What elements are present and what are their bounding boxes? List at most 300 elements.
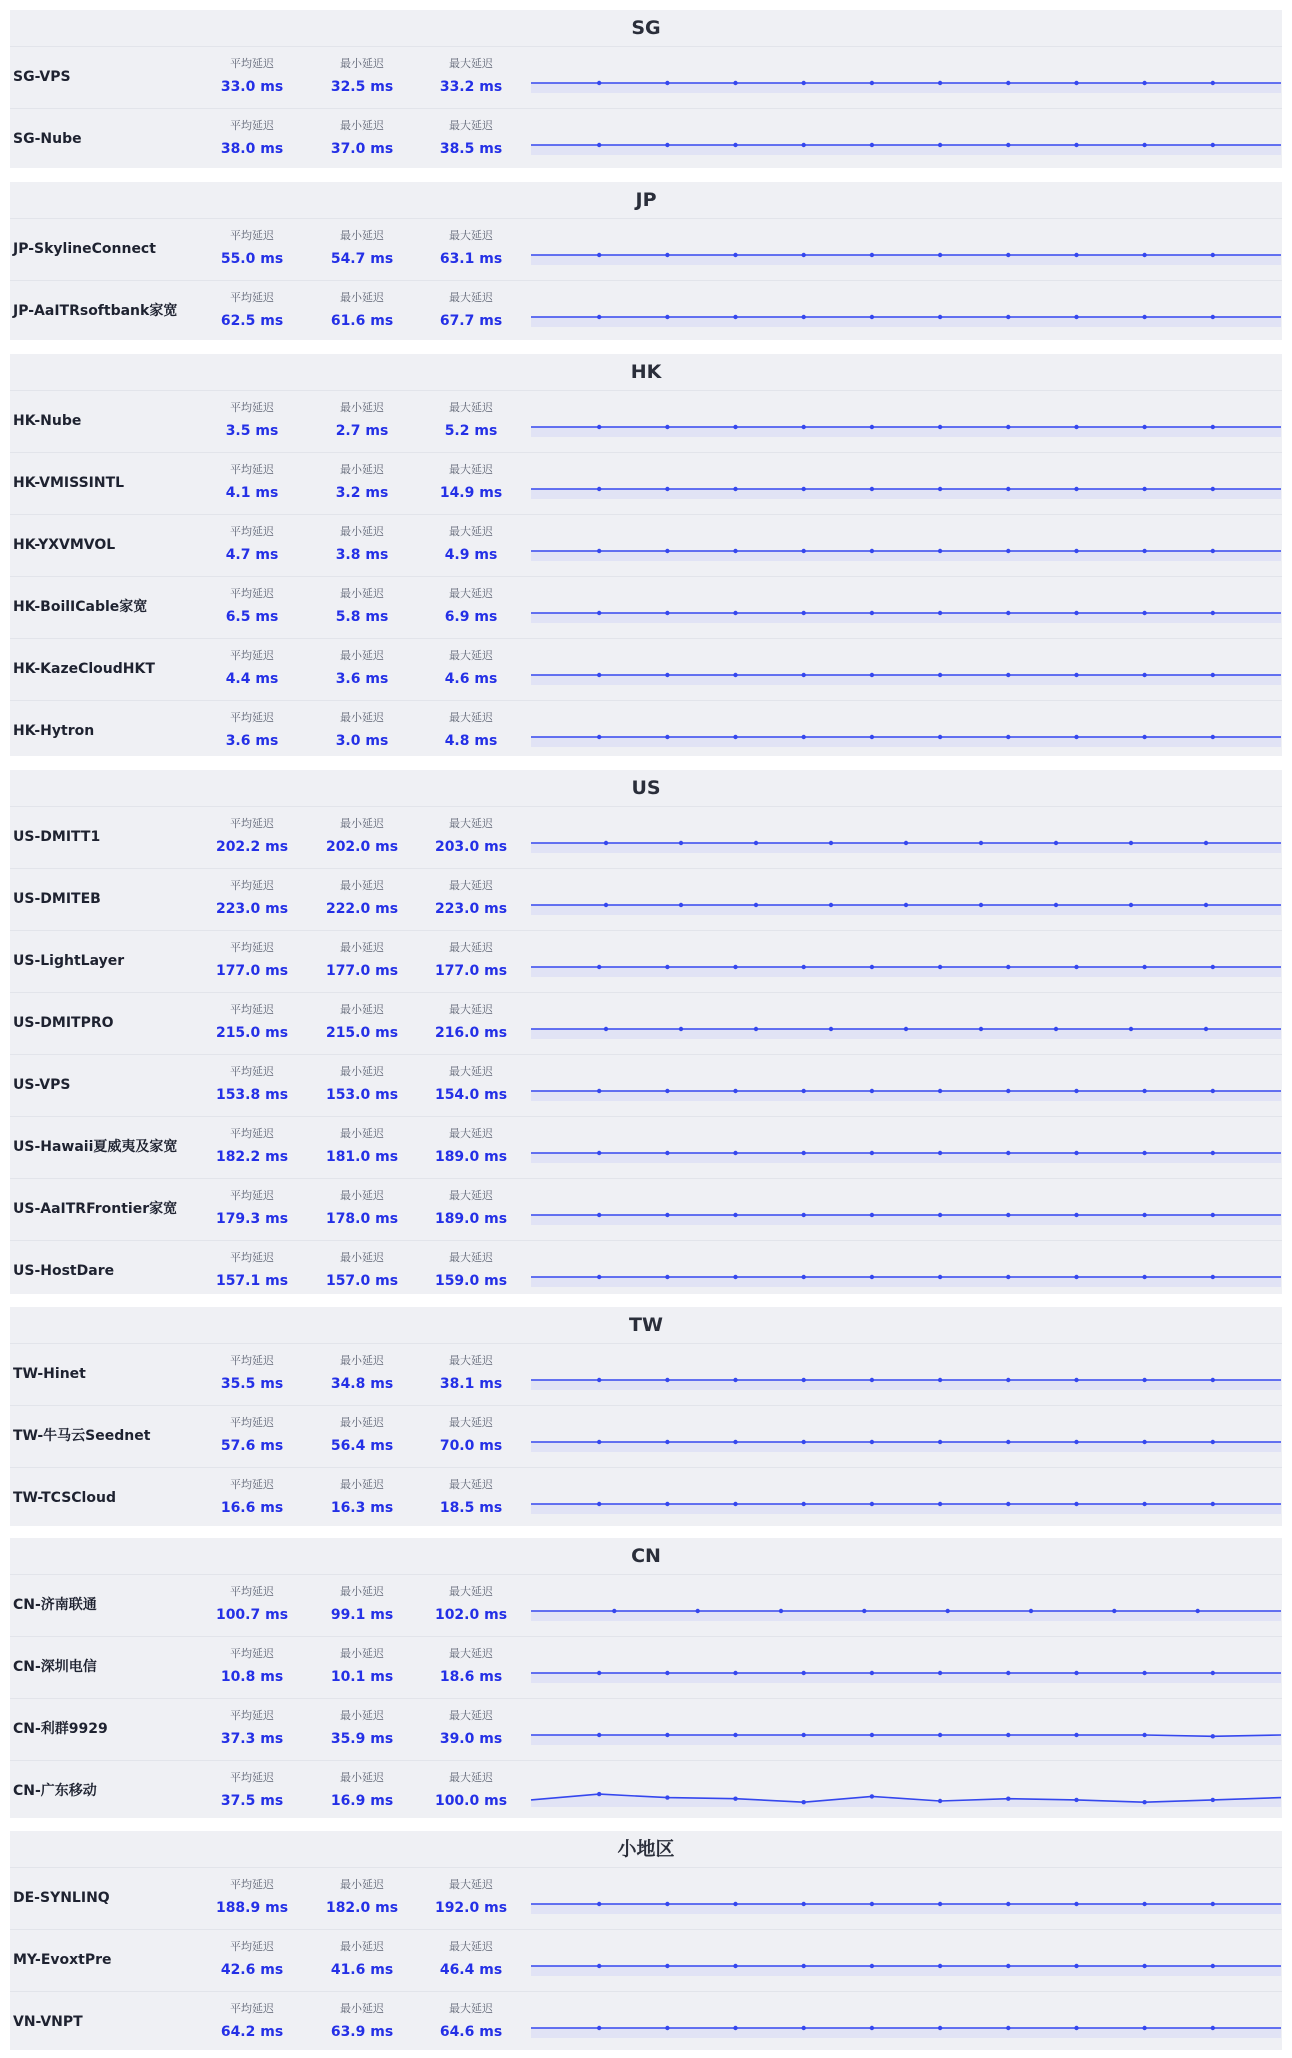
avg-latency-label: 平均延迟: [230, 525, 274, 538]
node-row[interactable]: [10, 577, 1282, 639]
sparkline-area: [531, 83, 1281, 93]
latency-sparkline[interactable]: [531, 57, 1281, 103]
latency-sparkline[interactable]: [531, 1771, 1281, 1817]
sparkline-point: [612, 1609, 616, 1613]
sparkline-point: [870, 143, 874, 147]
max-latency-label: 最大延迟: [449, 941, 493, 954]
sparkline-point: [938, 1213, 942, 1217]
sparkline-point: [1074, 1798, 1078, 1802]
node-row[interactable]: [10, 109, 1282, 170]
sparkline-point: [733, 143, 737, 147]
node-row[interactable]: [10, 1637, 1282, 1699]
min-latency-value: 181.0 ms: [325, 1149, 399, 1165]
node-row[interactable]: [10, 931, 1282, 993]
sparkline-point: [802, 1800, 806, 1804]
latency-sparkline[interactable]: [531, 1354, 1281, 1400]
avg-latency-label: 平均延迟: [230, 2002, 274, 2015]
max-latency-value: 189.0 ms: [434, 1149, 508, 1165]
sparkline-area: [531, 1904, 1281, 1914]
sparkline-point: [597, 735, 601, 739]
latency-sparkline[interactable]: [531, 1878, 1281, 1924]
sparkline-point: [733, 673, 737, 677]
sparkline-point: [1211, 1502, 1215, 1506]
sparkline-point: [665, 1671, 669, 1675]
sparkline-point: [802, 611, 806, 615]
min-latency-label: 最小延迟: [340, 941, 384, 954]
section-title: 小地区: [10, 1831, 1282, 1868]
min-latency-label: 最小延迟: [340, 1003, 384, 1016]
latency-sparkline[interactable]: [531, 587, 1281, 633]
sparkline-area: [531, 967, 1281, 977]
max-latency-value: 100.0 ms: [434, 1793, 508, 1809]
sparkline-point: [802, 1378, 806, 1382]
sparkline-point: [1196, 1609, 1200, 1613]
sparkline-point: [665, 1151, 669, 1155]
min-latency-label: 最小延迟: [340, 1709, 384, 1722]
node-row[interactable]: [10, 1241, 1282, 1302]
sparkline-point: [1006, 965, 1010, 969]
sparkline-point: [1029, 1609, 1033, 1613]
sparkline-point: [665, 1378, 669, 1382]
sparkline-point: [1006, 1151, 1010, 1155]
max-latency-label: 最大延迟: [449, 1478, 493, 1491]
sparkline-point: [1074, 965, 1078, 969]
sparkline-point: [938, 1733, 942, 1737]
sparkline-area: [531, 255, 1281, 265]
sparkline-point: [1211, 611, 1215, 615]
latency-sparkline[interactable]: [531, 817, 1281, 863]
max-latency-label: 最大延迟: [449, 1771, 493, 1784]
node-name: TW-Hinet: [13, 1366, 86, 1382]
min-latency-value: 41.6 ms: [330, 1962, 394, 1978]
avg-latency-value: 4.7 ms: [225, 547, 279, 563]
sparkline-point: [1074, 1902, 1078, 1906]
min-latency-value: 222.0 ms: [325, 901, 399, 917]
sparkline-point: [1211, 81, 1215, 85]
node-name: US-DMITT1: [13, 829, 101, 845]
avg-latency-value: 62.5 ms: [220, 313, 284, 329]
node-name: MY-EvoxtPre: [13, 1952, 112, 1968]
sparkline-area: [531, 1966, 1281, 1976]
node-row[interactable]: [10, 1992, 1282, 2053]
latency-sparkline[interactable]: [531, 463, 1281, 509]
min-latency-label: 最小延迟: [340, 525, 384, 538]
node-row[interactable]: [10, 1868, 1282, 1930]
section-title: US: [10, 770, 1282, 807]
sparkline-point: [1006, 1440, 1010, 1444]
sparkline-point: [979, 1027, 983, 1031]
sparkline-point: [938, 1275, 942, 1279]
node-row[interactable]: [10, 639, 1282, 701]
sparkline-point: [870, 1902, 874, 1906]
node-row[interactable]: [10, 453, 1282, 515]
sparkline-point: [604, 841, 608, 845]
node-row[interactable]: [10, 1575, 1282, 1637]
avg-latency-value: 100.7 ms: [215, 1607, 289, 1623]
max-latency-label: 最大延迟: [449, 879, 493, 892]
node-row[interactable]: [10, 869, 1282, 931]
min-latency-label: 最小延迟: [340, 649, 384, 662]
sparkline-point: [904, 1027, 908, 1031]
sparkline-point: [1006, 1733, 1010, 1737]
max-latency-label: 最大延迟: [449, 1416, 493, 1429]
avg-latency-label: 平均延迟: [230, 941, 274, 954]
sparkline-point: [938, 2026, 942, 2030]
min-latency-label: 最小延迟: [340, 1585, 384, 1598]
max-latency-label: 最大延迟: [449, 119, 493, 132]
sparkline-point: [665, 1440, 669, 1444]
avg-latency-value: 4.1 ms: [225, 485, 279, 501]
node-row[interactable]: [10, 1117, 1282, 1179]
min-latency-label: 最小延迟: [340, 1354, 384, 1367]
min-latency-label: 最小延迟: [340, 401, 384, 414]
sparkline-point: [938, 1964, 942, 1968]
sparkline-point: [665, 549, 669, 553]
node-name: US-Hawaii夏威夷及家宽: [13, 1139, 178, 1155]
sparkline-point: [1211, 1213, 1215, 1217]
avg-latency-label: 平均延迟: [230, 119, 274, 132]
region-section: [10, 1831, 1282, 2050]
sparkline-point: [1129, 903, 1133, 907]
sparkline-point: [597, 1089, 601, 1093]
min-latency-value: 3.2 ms: [335, 485, 389, 501]
avg-latency-label: 平均延迟: [230, 1416, 274, 1429]
sparkline-point: [597, 611, 601, 615]
sparkline-point: [1074, 315, 1078, 319]
max-latency-label: 最大延迟: [449, 587, 493, 600]
sparkline-area: [531, 1153, 1281, 1163]
latency-sparkline[interactable]: [531, 941, 1281, 987]
sparkline-point: [597, 965, 601, 969]
region-section: [10, 1307, 1282, 1526]
latency-sparkline[interactable]: [531, 879, 1281, 925]
sparkline-point: [597, 1502, 601, 1506]
sparkline-point: [938, 1151, 942, 1155]
node-row[interactable]: [10, 993, 1282, 1055]
sparkline-point: [802, 1151, 806, 1155]
max-latency-value: 46.4 ms: [439, 1962, 503, 1978]
sparkline-point: [597, 1440, 601, 1444]
sparkline-point: [1211, 1671, 1215, 1675]
node-name: US-HostDare: [13, 1263, 115, 1279]
max-latency-label: 最大延迟: [449, 525, 493, 538]
max-latency-value: 177.0 ms: [434, 963, 508, 979]
avg-latency-value: 179.3 ms: [215, 1211, 289, 1227]
min-latency-value: 215.0 ms: [325, 1025, 399, 1041]
sparkline-point: [938, 673, 942, 677]
node-name: HK-Hytron: [13, 723, 95, 739]
section-title: SG: [10, 10, 1282, 47]
node-row[interactable]: [10, 281, 1282, 342]
avg-latency-label: 平均延迟: [230, 1065, 274, 1078]
sparkline-point: [597, 549, 601, 553]
node-row[interactable]: [10, 1179, 1282, 1241]
sparkline-point: [1074, 1378, 1078, 1382]
sparkline-point: [665, 81, 669, 85]
avg-latency-value: 177.0 ms: [215, 963, 289, 979]
sparkline-point: [802, 487, 806, 491]
sparkline-point: [870, 1089, 874, 1093]
avg-latency-value: 37.3 ms: [220, 1731, 284, 1747]
node-row[interactable]: [10, 1406, 1282, 1468]
latency-sparkline[interactable]: [531, 2002, 1281, 2048]
sparkline-area: [531, 2028, 1281, 2038]
sparkline-point: [1074, 1502, 1078, 1506]
sparkline-point: [597, 1792, 601, 1796]
avg-latency-label: 平均延迟: [230, 817, 274, 830]
sparkline-point: [1211, 1734, 1215, 1738]
latency-sparkline[interactable]: [531, 1709, 1281, 1755]
sparkline-point: [665, 143, 669, 147]
latency-sparkline[interactable]: [531, 1251, 1281, 1297]
sparkline-point: [938, 1671, 942, 1675]
node-name: US-DMITEB: [13, 891, 101, 907]
node-name: CN-利群9929: [13, 1721, 108, 1737]
sparkline-point: [870, 253, 874, 257]
sparkline-point: [1006, 143, 1010, 147]
section-title: HK: [10, 354, 1282, 391]
node-name: HK-YXVMVOL: [13, 537, 116, 553]
sparkline-point: [938, 1902, 942, 1906]
sparkline-point: [733, 487, 737, 491]
min-latency-value: 157.0 ms: [325, 1273, 399, 1289]
sparkline-point: [1054, 841, 1058, 845]
sparkline-point: [1074, 1213, 1078, 1217]
region-section: [10, 1538, 1282, 1818]
node-row[interactable]: [10, 1344, 1282, 1406]
sparkline-point: [1211, 1440, 1215, 1444]
sparkline-area: [531, 1091, 1281, 1101]
section-title: CN: [10, 1538, 1282, 1575]
sparkline-point: [779, 1609, 783, 1613]
max-latency-value: 39.0 ms: [439, 1731, 503, 1747]
max-latency-label: 最大延迟: [449, 1709, 493, 1722]
avg-latency-label: 平均延迟: [230, 1709, 274, 1722]
min-latency-label: 最小延迟: [340, 1189, 384, 1202]
avg-latency-label: 平均延迟: [230, 1771, 274, 1784]
latency-sparkline[interactable]: [531, 1585, 1281, 1631]
region-section: [10, 354, 1282, 756]
sparkline-point: [938, 1502, 942, 1506]
node-name: SG-VPS: [13, 69, 71, 85]
avg-latency-label: 平均延迟: [230, 401, 274, 414]
latency-sparkline[interactable]: [531, 1416, 1281, 1462]
sparkline-point: [938, 425, 942, 429]
sparkline-point: [1142, 253, 1146, 257]
avg-latency-value: 35.5 ms: [220, 1376, 284, 1392]
min-latency-value: 35.9 ms: [330, 1731, 394, 1747]
node-row[interactable]: [10, 219, 1282, 281]
min-latency-value: 37.0 ms: [330, 141, 394, 157]
sparkline-point: [1211, 2026, 1215, 2030]
max-latency-value: 223.0 ms: [434, 901, 508, 917]
avg-latency-value: 10.8 ms: [220, 1669, 284, 1685]
latency-sparkline[interactable]: [531, 291, 1281, 337]
node-row[interactable]: [10, 701, 1282, 762]
sparkline-point: [802, 253, 806, 257]
latency-sparkline[interactable]: [531, 1940, 1281, 1986]
sparkline-point: [679, 1027, 683, 1031]
sparkline-point: [1142, 425, 1146, 429]
min-latency-label: 最小延迟: [340, 1127, 384, 1140]
sparkline-point: [597, 425, 601, 429]
sparkline-point: [1006, 2026, 1010, 2030]
latency-sparkline[interactable]: [531, 649, 1281, 695]
sparkline-point: [1006, 1502, 1010, 1506]
min-latency-value: 61.6 ms: [330, 313, 394, 329]
sparkline-point: [665, 487, 669, 491]
sparkline-point: [870, 1733, 874, 1737]
sparkline-point: [754, 903, 758, 907]
sparkline-point: [904, 841, 908, 845]
sparkline-point: [870, 1502, 874, 1506]
sparkline-point: [1006, 1213, 1010, 1217]
max-latency-value: 189.0 ms: [434, 1211, 508, 1227]
min-latency-value: 10.1 ms: [330, 1669, 394, 1685]
min-latency-value: 16.9 ms: [330, 1793, 394, 1809]
sparkline-point: [1142, 1733, 1146, 1737]
sparkline-area: [531, 1504, 1281, 1514]
sparkline-point: [870, 315, 874, 319]
sparkline-point: [802, 1964, 806, 1968]
sparkline-point: [1204, 841, 1208, 845]
avg-latency-label: 平均延迟: [230, 1478, 274, 1491]
avg-latency-value: 64.2 ms: [220, 2024, 284, 2040]
min-latency-label: 最小延迟: [340, 1478, 384, 1491]
min-latency-value: 202.0 ms: [325, 839, 399, 855]
node-name: TW-牛马云Seednet: [13, 1428, 151, 1444]
latency-sparkline[interactable]: [531, 229, 1281, 275]
sparkline-point: [597, 673, 601, 677]
node-name: CN-广东移动: [13, 1783, 97, 1799]
latency-sparkline[interactable]: [531, 1003, 1281, 1049]
sparkline-point: [1074, 673, 1078, 677]
latency-sparkline[interactable]: [531, 1189, 1281, 1235]
sparkline-point: [1006, 487, 1010, 491]
sparkline-area: [531, 1215, 1281, 1225]
max-latency-value: 5.2 ms: [444, 423, 498, 439]
latency-sparkline[interactable]: [531, 711, 1281, 757]
avg-latency-value: 42.6 ms: [220, 1962, 284, 1978]
node-row[interactable]: [10, 1761, 1282, 1822]
node-row[interactable]: [10, 391, 1282, 453]
avg-latency-value: 215.0 ms: [215, 1025, 289, 1041]
latency-sparkline[interactable]: [531, 525, 1281, 571]
sparkline-point: [1211, 673, 1215, 677]
avg-latency-label: 平均延迟: [230, 1251, 274, 1264]
sparkline-point: [802, 1502, 806, 1506]
sparkline-point: [597, 2026, 601, 2030]
sparkline-point: [1204, 903, 1208, 907]
sparkline-point: [870, 1151, 874, 1155]
sparkline-point: [1142, 1378, 1146, 1382]
sparkline-area: [531, 317, 1281, 327]
max-latency-value: 102.0 ms: [434, 1607, 508, 1623]
sparkline-point: [870, 965, 874, 969]
node-row[interactable]: [10, 1055, 1282, 1117]
sparkline-point: [1211, 735, 1215, 739]
latency-sparkline[interactable]: [531, 1647, 1281, 1693]
sparkline-point: [802, 1733, 806, 1737]
sparkline-area: [531, 1611, 1281, 1621]
avg-latency-label: 平均延迟: [230, 711, 274, 724]
latency-sparkline[interactable]: [531, 119, 1281, 165]
sparkline-area: [531, 1277, 1281, 1287]
sparkline-point: [1074, 1964, 1078, 1968]
sparkline-area: [531, 613, 1281, 623]
sparkline-point: [802, 315, 806, 319]
sparkline-point: [597, 81, 601, 85]
min-latency-label: 最小延迟: [340, 229, 384, 242]
min-latency-value: 32.5 ms: [330, 79, 394, 95]
latency-sparkline[interactable]: [531, 401, 1281, 447]
max-latency-label: 最大延迟: [449, 711, 493, 724]
min-latency-value: 153.0 ms: [325, 1087, 399, 1103]
node-row[interactable]: [10, 1468, 1282, 1529]
sparkline-point: [870, 1378, 874, 1382]
max-latency-label: 最大延迟: [449, 1354, 493, 1367]
max-latency-label: 最大延迟: [449, 1189, 493, 1202]
node-row[interactable]: [10, 47, 1282, 109]
sparkline-point: [754, 1027, 758, 1031]
sparkline-point: [1142, 1151, 1146, 1155]
node-name: US-VPS: [13, 1077, 71, 1093]
latency-sparkline[interactable]: [531, 1478, 1281, 1524]
node-name: VN-VNPT: [13, 2014, 83, 2030]
min-latency-value: 5.8 ms: [335, 609, 389, 625]
sparkline-point: [870, 673, 874, 677]
min-latency-label: 最小延迟: [340, 1251, 384, 1264]
sparkline-point: [665, 1964, 669, 1968]
sparkline-point: [1142, 1671, 1146, 1675]
latency-sparkline[interactable]: [531, 1127, 1281, 1173]
sparkline-point: [733, 81, 737, 85]
sparkline-point: [597, 1733, 601, 1737]
sparkline-point: [938, 1089, 942, 1093]
min-latency-label: 最小延迟: [340, 1771, 384, 1784]
sparkline-point: [733, 1213, 737, 1217]
sparkline-point: [938, 549, 942, 553]
sparkline-point: [802, 549, 806, 553]
sparkline-point: [665, 1213, 669, 1217]
avg-latency-value: 6.5 ms: [225, 609, 279, 625]
sparkline-point: [938, 735, 942, 739]
node-row[interactable]: [10, 515, 1282, 577]
min-latency-label: 最小延迟: [340, 1878, 384, 1891]
sparkline-point: [802, 735, 806, 739]
sparkline-point: [870, 1213, 874, 1217]
sparkline-point: [1074, 1151, 1078, 1155]
sparkline-point: [862, 1609, 866, 1613]
latency-sparkline[interactable]: [531, 1065, 1281, 1111]
node-row[interactable]: [10, 807, 1282, 869]
avg-latency-value: 33.0 ms: [220, 79, 284, 95]
sparkline-point: [870, 1275, 874, 1279]
sparkline-point: [1211, 315, 1215, 319]
min-latency-value: 54.7 ms: [330, 251, 394, 267]
node-row[interactable]: [10, 1699, 1282, 1761]
sparkline-point: [665, 1795, 669, 1799]
sparkline-point: [1006, 611, 1010, 615]
sparkline-point: [1142, 1964, 1146, 1968]
avg-latency-value: 202.2 ms: [215, 839, 289, 855]
node-row[interactable]: [10, 1930, 1282, 1992]
max-latency-value: 203.0 ms: [434, 839, 508, 855]
sparkline-point: [1006, 735, 1010, 739]
sparkline-point: [938, 487, 942, 491]
sparkline-point: [665, 425, 669, 429]
sparkline-point: [665, 315, 669, 319]
